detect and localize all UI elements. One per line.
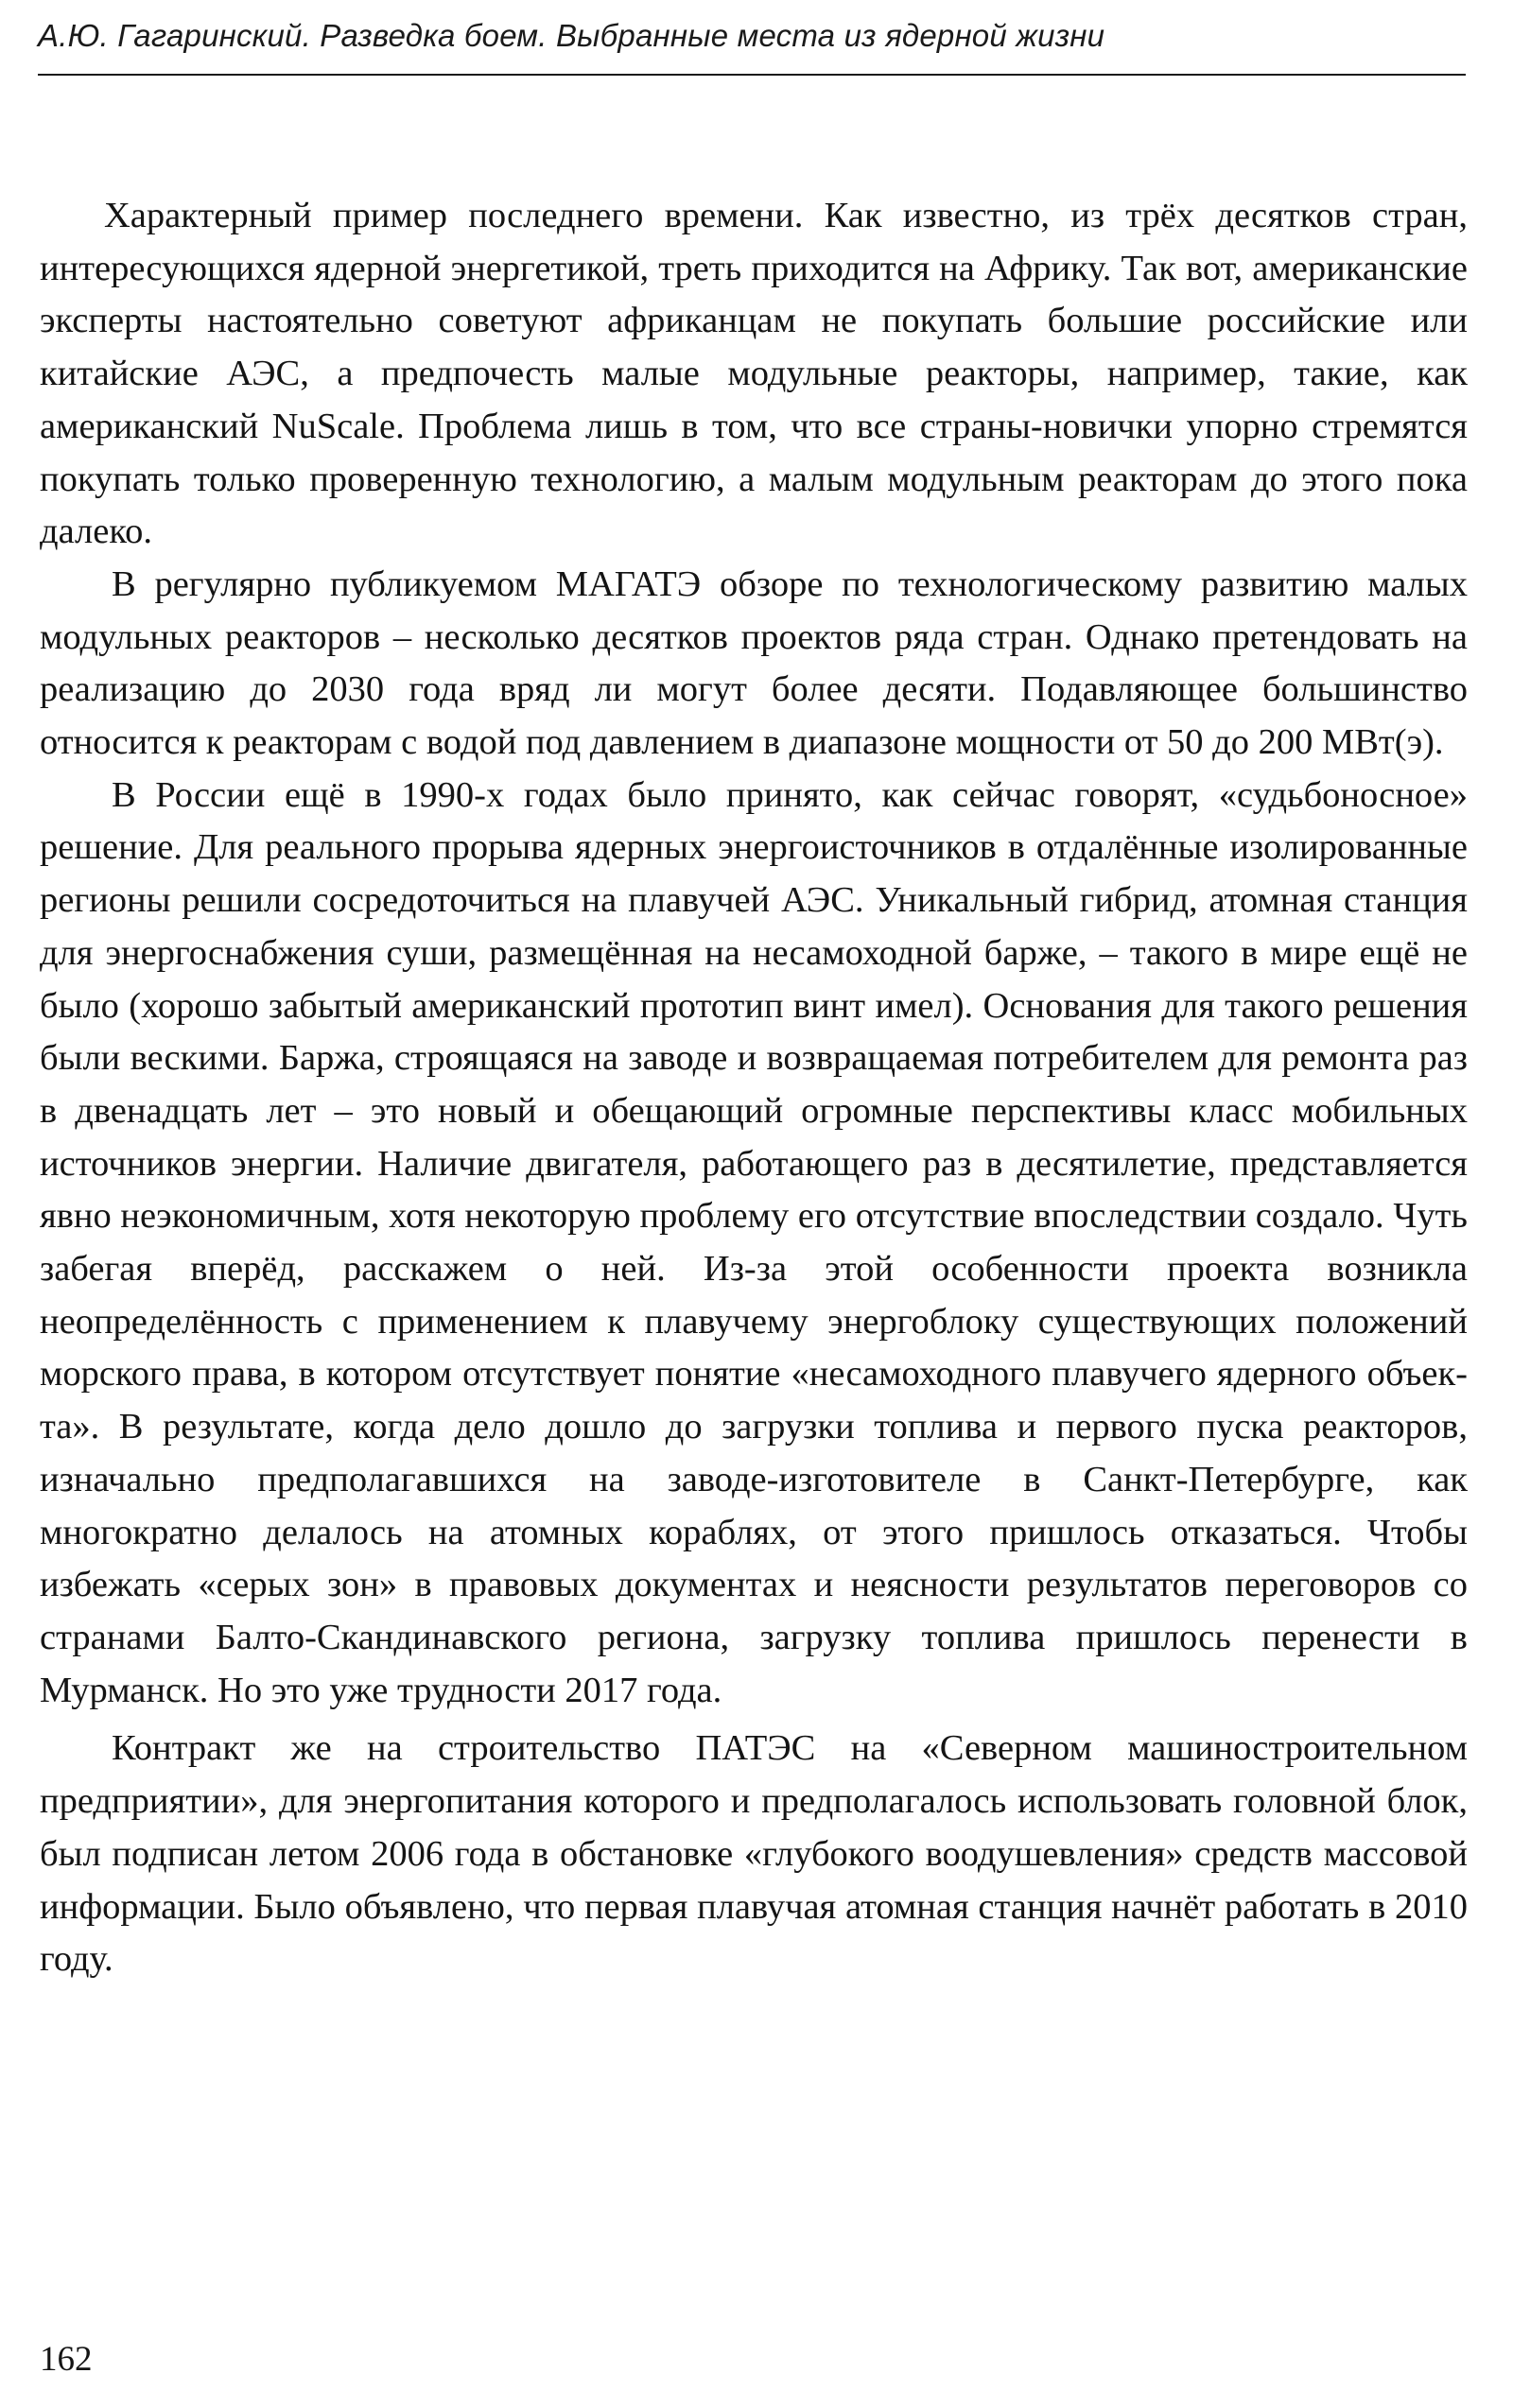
header-rule — [38, 74, 1466, 76]
running-header: А.Ю. Гагаринский. Разведка боем. Выбранные места из ядерной жизни — [38, 18, 1105, 53]
paragraph-3: В России ещё в 1990-х годах было принято, как сейчас говорят, «судьбоносное» решение. Для реального прорыва ядерных энергоисточников в отдалённые изолированные регионы решили сосредоточиться на плавучей АЭС. Уникальный гибрид, атомная станция для энергоснабжения суши, размещённая на несамоходной барже, – такого в мире ещё не было (хорошо забытый американский прототип винт имел). Основания для такого решения были вескими. Баржа, строящаяся на заводе и возвращаемая потребителем для ремонта раз в двенадцать лет – это новый и обещающий огромные перспективы класс мобильных источников энергии. Наличие двигателя, работающего раз в десятилетие, представляется явно неэкономичным, хотя некоторую проблему его отсутствие впоследствии создало. Чуть забегая вперёд, расскажем о ней. Из-за этой особенности проекта возникла неопределённость с применением к плавучему энергоблоку существующих положений морского права, в котором отсутствует понятие «несамоходного плавучего ядерного объекта». В результате, когда дело дошло до загрузки топлива и первого пуска реакторов, изначально предполагавшихся на заводе-изготовителе в Санкт-Петербурге, как многократно делалось на атомных кораблях, от этого пришлось отказаться. Чтобы избежать «серых зон» в правовых документах и неясности результатов переговоров со странами Балто-Скандинавского региона, загрузку топлива пришлось перенести в Мурманск. Но это уже трудности 2017 года. — [40, 774, 1468, 1710]
paragraph-1: Характерный пример последнего времени. Как известно, из трёх десятков стран, интересующихся ядерной энергетикой, треть приходится на Африку. Так вот, американские эксперты настоятельно советуют африканцам не покупать большие российские или китайские АЭС, а предпочесть малые модульные реакторы, например, такие, как американский NuScale. Проблема лишь в том, что все страны-новички упорно стремятся покупать только проверенную технологию, а малым модульным реакторам до этого пока далеко. — [40, 196, 1468, 552]
page-number: 162 — [40, 2340, 93, 2379]
paragraph-2: В регулярно публикуемом МАГАТЭ обзоре по технологическому развитию малых модульных реакторов – несколько десятков проектов ряда стран. Однако претендовать на реализацию до 2030 года вряд ли могут более десяти. Подавляющее большинство относится к реакторам с водой под давлением в диапазоне мощности от 50 до 200 МВт(э). — [40, 563, 1468, 763]
body-text — [40, 190, 1468, 1986]
paragraph-4: Контракт же на строительство ПАТЭС на «Северном машиностроительном предприятии», для энергопитания которого и предполагалось использовать головной блок, был подписан летом 2006 года в обстановке «глубокого воодушевления» средств массовой информации. Было объявлено, что первая плавучая атомная станция начнёт работать в 2010 году. — [40, 1728, 1468, 1980]
